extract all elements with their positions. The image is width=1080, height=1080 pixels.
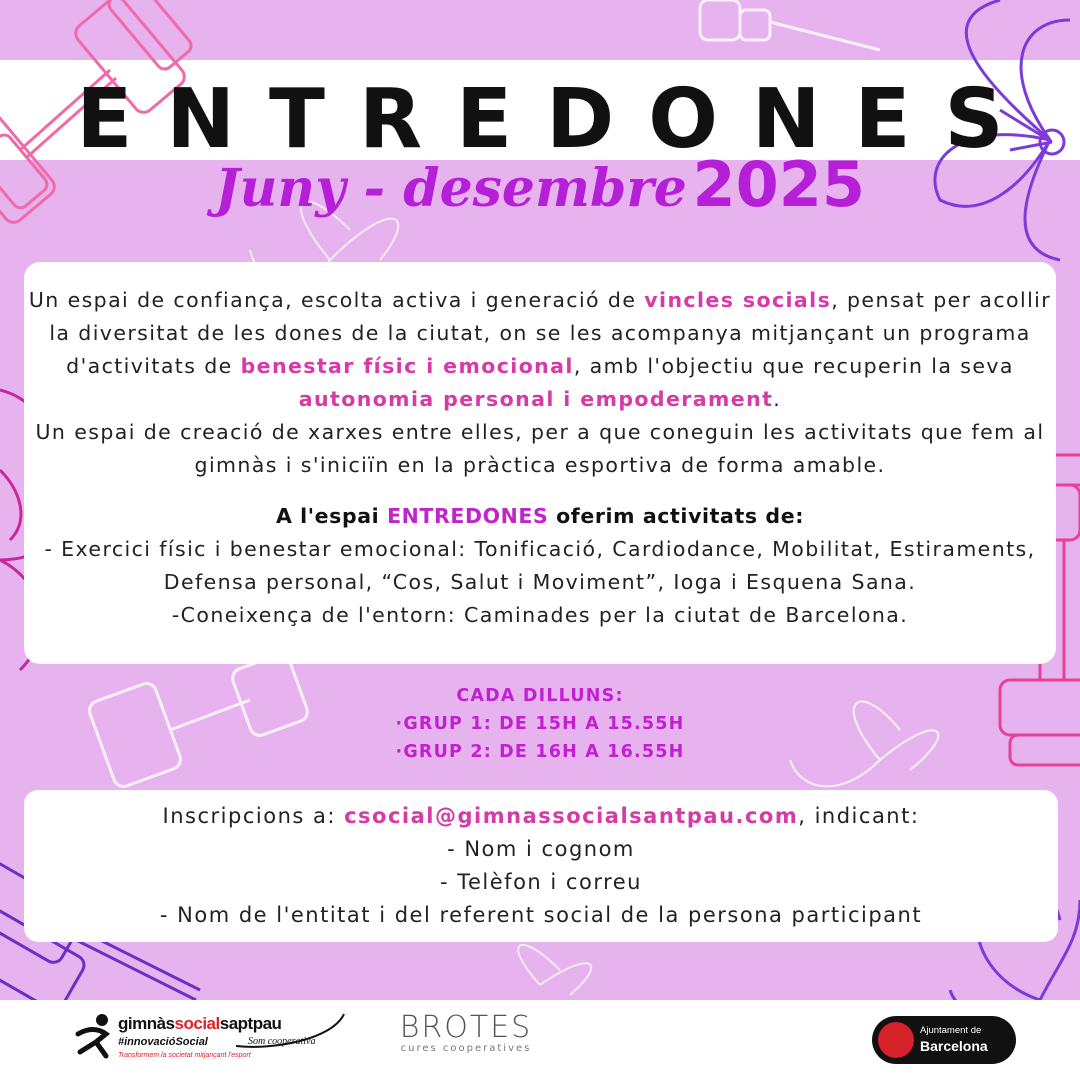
- registration-text: [24, 800, 1058, 932]
- schedule-label: CADA DILLUNS:: [456, 686, 624, 706]
- gimnas-social-santpau-logo: [72, 1006, 362, 1072]
- offer-line-environment: -Coneixença de l'entorn: Caminades per la ciutat de Barcelona.: [171, 603, 909, 627]
- flower-icon: [518, 945, 591, 995]
- highlight-benestar: benestar físic i emocional: [240, 354, 574, 378]
- intro-paragraph-1: Un espai de confiança, escolta activa i generació de vincles socials, pensat per acollir la diversitat de les dones de la ciutat, on se les acompanya mitjançant un programa d'activitats de benestar físic i emocional, amb l'objectiu que recuperin la seva autonomia personal i empoderament.: [28, 288, 1052, 411]
- registration-line: Inscripcions a: csocial@gimnassocialsantpau.com, indicant:: [162, 804, 920, 828]
- schedule-block: [0, 682, 1080, 766]
- offer-line-exercise: - Exercici físic i benestar emocional: Tonificació, Cardiodance, Mobilitat, Estiraments, Defensa personal, “Cos, Salut i Moviment”, Ioga i Esquena Sana.: [44, 537, 1036, 594]
- ajuntament-logo-line1: Ajuntament de: [920, 1025, 982, 1036]
- schedule-group-2: ·GRUP 2: DE 16H A 16.55H: [395, 742, 685, 762]
- subtitle-year: 2025: [692, 148, 866, 221]
- page-subtitle: [0, 148, 1080, 221]
- description-text: [24, 284, 1056, 632]
- dumbbell-icon: [700, 0, 880, 50]
- registration-item: - Telèfon i correu: [440, 870, 642, 894]
- gimnas-logo-tagline: Transformem la societat mitjançant l'esport: [118, 1052, 251, 1059]
- highlight-entredones: ENTREDONES: [387, 504, 549, 528]
- runner-icon: [72, 1012, 118, 1062]
- swoosh-icon: [232, 1010, 352, 1050]
- brotes-logo-tagline: cures cooperatives: [400, 1043, 532, 1054]
- page-title: ENTREDONES: [76, 72, 1038, 167]
- gimnas-logo-hashtag: #innovacióSocial: [118, 1036, 208, 1048]
- registration-email-link[interactable]: csocial@gimnassocialsantpau.com: [344, 804, 799, 828]
- ajuntament-barcelona-logo: [872, 1016, 1016, 1064]
- highlight-autonomia: autonomia personal i empoderament: [298, 387, 774, 411]
- registration-item: - Nom de l'entitat i del referent social de la persona participant: [159, 903, 923, 927]
- subtitle-months: Juny - desembre: [214, 158, 687, 219]
- brotes-logo-name: BROTES: [399, 1010, 533, 1045]
- gimnas-logo-coop: Som cooperativa: [248, 1036, 316, 1047]
- highlight-vincles: vincles socials: [644, 288, 832, 312]
- barcelona-seal-icon: [878, 1022, 914, 1058]
- ajuntament-logo-line2: Barcelona: [920, 1038, 988, 1054]
- schedule-group-1: ·GRUP 1: DE 15H A 15.55H: [395, 714, 685, 734]
- gimnas-logo-name: gimnàssocialsaptpau: [118, 1014, 282, 1033]
- offer-heading: A l'espai ENTREDONES oferim activitats de:: [275, 504, 805, 528]
- intro-paragraph-2: Un espai de creació de xarxes entre elles, per a que coneguin les activitats que fem al gimnàs i s'iniciïn en la pràctica esportiva de forma amable.: [35, 420, 1045, 477]
- registration-item: - Nom i cognom: [447, 837, 635, 861]
- brotes-logo: [396, 1010, 536, 1054]
